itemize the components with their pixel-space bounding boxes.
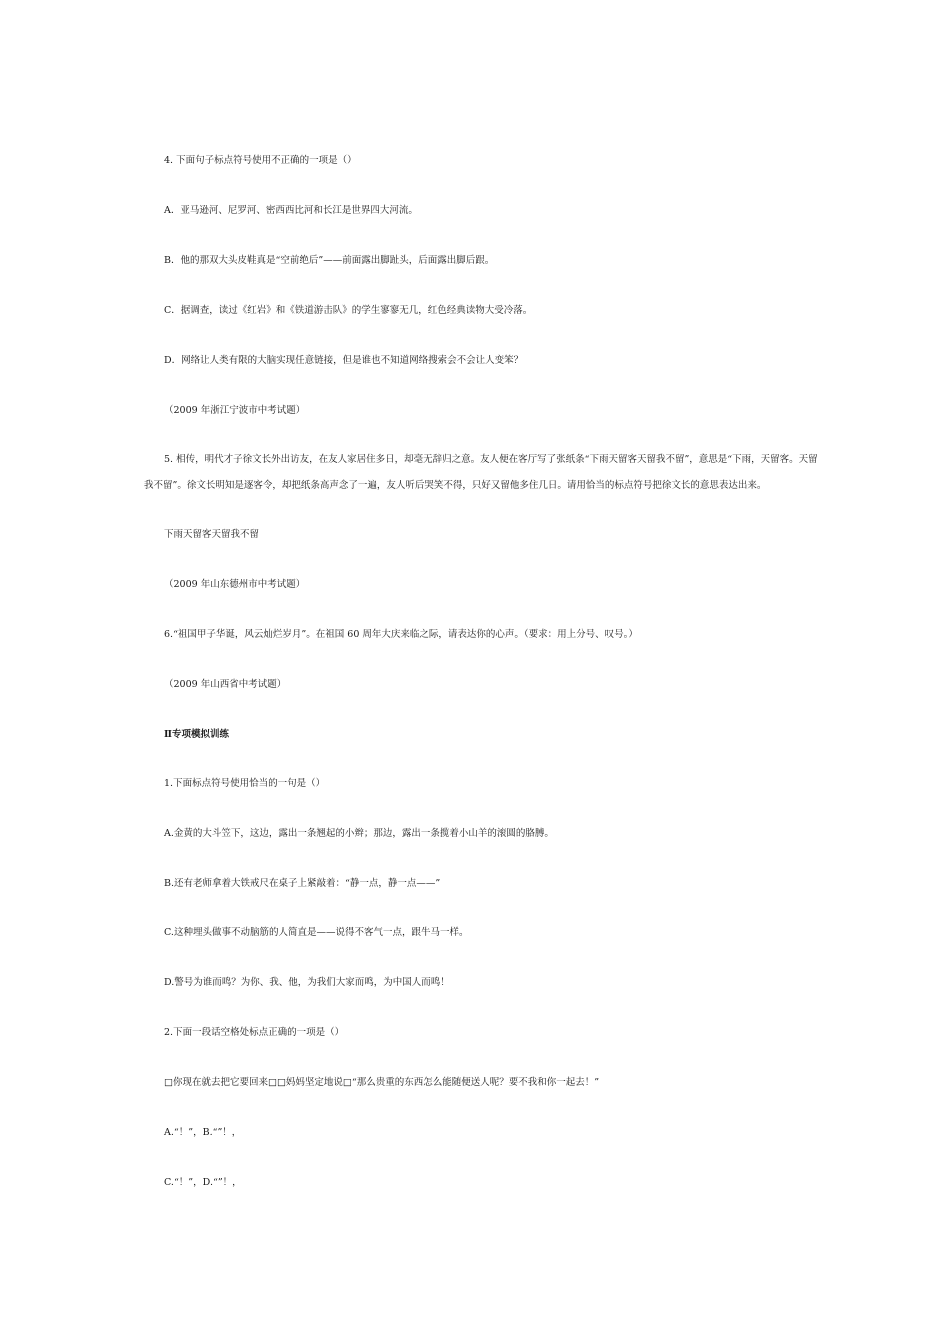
practice-question-2-passage: □你现在就去把它要回来□□妈妈坚定地说□“那么贵重的东西怎么能随便送人呢？要不我和你一起去！”	[164, 1077, 600, 1088]
question-4: 4. 下面句子标点符号使用不正确的一项是（）	[164, 155, 357, 166]
question-4-option-a: A．亚马逊河、尼罗河、密西西比河和长江是世界四大河流。	[164, 205, 418, 216]
practice-question-1-option-c: C.这种埋头做事不动脑筋的人简直是——说得不客气一点，跟牛马一样。	[164, 927, 469, 938]
practice-question-2: 2.下面一段话空格处标点正确的一项是（）	[164, 1027, 345, 1038]
question-4-option-b: B．他的那双大头皮鞋真是“空前绝后”——前面露出脚趾头，后面露出脚后跟。	[164, 255, 495, 266]
source-note-1: （2009 年浙江宁波市中考试题）	[164, 405, 306, 416]
practice-question-1-option-a: A.金黄的大斗笠下，这边，露出一条翘起的小辫；那边，露出一条揽着小山羊的滚圆的胳膊。	[164, 828, 554, 839]
source-note-2: （2009 年山东德州市中考试题）	[164, 579, 306, 590]
question-5-sentence: 下雨天留客天留我不留	[164, 529, 260, 540]
practice-question-1-option-b: B.还有老师拿着大铁戒尺在桌子上紧敲着：“静一点，静一点——”	[164, 878, 441, 889]
source-note-3: （2009 年山西省中考试题）	[164, 679, 287, 690]
practice-question-1-option-d: D.警号为谁而鸣？为你、我、他，为我们大家而鸣，为中国人而鸣！	[164, 977, 450, 988]
question-5: 5. 相传，明代才子徐文长外出访友，在友人家居住多日，却毫无辞归之意。友人便在客厅写了张纸条“下雨天留客天留我不留”，意思是“下雨，天留客。天留我不留”。徐文长明知是逐客令，却把纸条高声念了一遍，友人听后哭笑不得，只好又留他多住几日。请用恰当的标点符号把徐文长的意思表达出来。	[144, 454, 818, 491]
practice-question-1: 1.下面标点符号使用恰当的一句是（）	[164, 778, 326, 789]
question-6: 6.“祖国甲子华诞，风云灿烂岁月”。在祖国 60 周年大庆来临之际，请表达你的心声。（要求：用上分号、叹号。）	[164, 629, 638, 640]
practice-question-2-options-ab: A.“！”，B.“”！，	[164, 1127, 242, 1138]
question-4-option-c: C．据调查，读过《红岩》和《铁道游击队》的学生寥寥无几，红色经典读物大受冷落。	[164, 305, 533, 316]
practice-question-2-options-cd: C.“！”，D.“”！，	[164, 1177, 242, 1188]
question-4-option-d: D．网络让人类有限的大脑实现任意链接，但是谁也不知道网络搜索会不会让人变笨？	[164, 355, 524, 366]
section-heading: Ⅱ专项模拟训练	[164, 729, 230, 740]
